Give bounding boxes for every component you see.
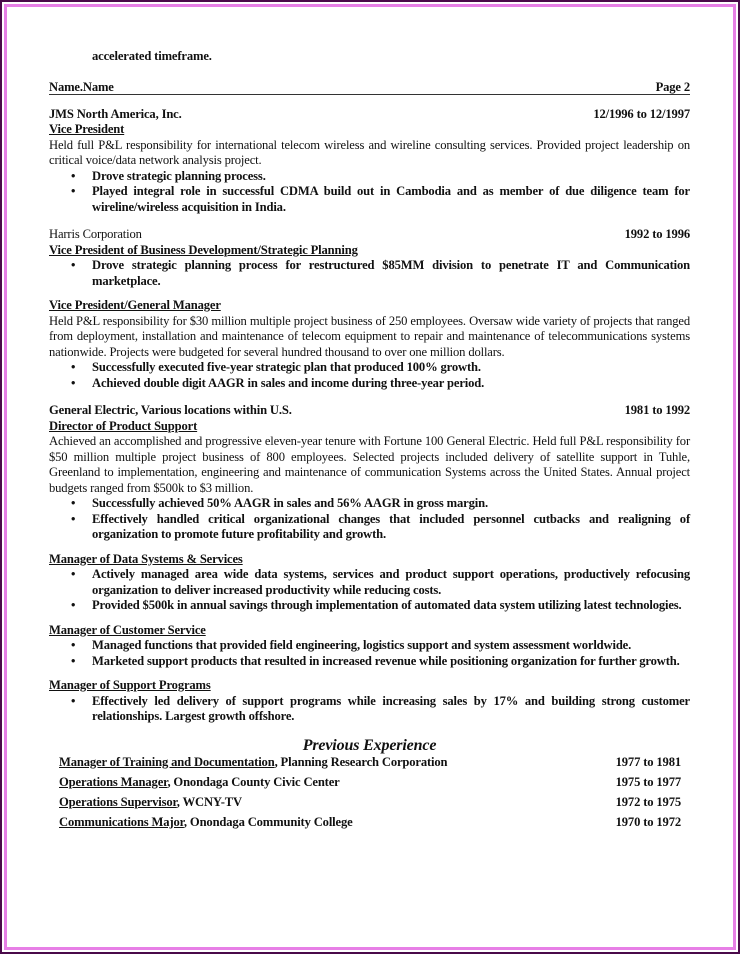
bullet: • Marketed support products that resulted in increased revenue while positioning organization for further growth. (49, 654, 690, 670)
prev-role: Operations Manager (59, 774, 168, 789)
prev-item (59, 775, 681, 791)
bullet: • Drove strategic planning process. (49, 169, 690, 185)
role-title: Manager of Support Programs (49, 678, 211, 692)
previous-experience-list (59, 755, 681, 831)
bullet: • Drove strategic planning process for restructured $85MM division to penetrate IT and Communication marketplace. (49, 258, 690, 289)
page-header (49, 80, 690, 95)
bullet: • Successfully executed five-year strategic plan that produced 100% growth. (49, 360, 690, 376)
company: Harris Corporation (49, 227, 142, 241)
job-harris (49, 227, 690, 391)
bullet: • Provided $500k in annual savings through implementation of automated data system utilizing latest technologies. (49, 598, 690, 614)
bullet: • Achieved double digit AAGR in sales and income during three-year period. (49, 376, 690, 392)
prev-item (59, 815, 681, 831)
header-name: Name.Name (49, 79, 114, 94)
bullet: • Played integral role in successful CDMA build out in Cambodia and as member of due diligence team for wireline/wireless acquisition in India. (49, 184, 690, 215)
company: General Electric, Various locations within U.S. (49, 403, 292, 417)
bullet: • Effectively handled critical organizational changes that included personnel cutbacks and realigning of organization to promote future profitability and growth. (49, 512, 690, 543)
role-title: Vice President/General Manager (49, 298, 221, 312)
dates: 1992 to 1996 (624, 227, 690, 241)
role-title: Manager of Data Systems & Services (49, 551, 243, 566)
role-title: Director of Product Support (49, 418, 198, 433)
role-desc: Held P&L responsibility for $30 million multiple project business of 250 employees. Oversaw wide variety of projects that ranged from deployment, installation and maintenance of telecom equipment to repair and maintenance of telecommunications systems nationwide. Projects were budgeted for several hundred thousand to over one million dollars. (49, 313, 690, 359)
dates: 1981 to 1992 (624, 403, 690, 417)
resume-page (49, 49, 690, 830)
carryover-text: accelerated timeframe. (92, 49, 212, 63)
prev-dates: 1977 to 1981 (615, 754, 681, 769)
role-title: Manager of Customer Service (49, 622, 206, 637)
prev-item (59, 755, 681, 771)
prev-dates: 1972 to 1975 (615, 794, 681, 809)
previous-experience-title: Previous Experience (302, 736, 437, 754)
role-title: Vice President (49, 122, 125, 136)
prev-org: , Onondaga County Civic Center (167, 774, 340, 789)
header-page: Page 2 (655, 79, 690, 94)
bullet: • Effectively led delivery of support programs while increasing sales by 17% and building strong customer relationships. Largest growth offshore. (49, 694, 690, 725)
prev-dates: 1970 to 1972 (615, 814, 681, 829)
prev-role: Operations Supervisor (59, 794, 177, 809)
prev-dates: 1975 to 1977 (615, 774, 681, 789)
job-jms (49, 107, 690, 216)
bullet: • Actively managed area wide data systems, services and product support operations, productively refocusing organization to deliver increased productivity while reducing costs. (49, 567, 690, 598)
prev-org: , WCNY-TV (176, 794, 242, 809)
prev-item (59, 795, 681, 811)
job-ge (49, 403, 690, 725)
prev-org: , Planning Research Corporation (274, 754, 448, 769)
prev-role: Manager of Training and Documentation (59, 754, 275, 769)
bullet: • Managed functions that provided field engineering, logistics support and system assessment worldwide. (49, 638, 690, 654)
prev-role: Communications Major (59, 814, 184, 829)
prev-org: , Onondaga Community College (183, 814, 353, 829)
bullet: • Successfully achieved 50% AAGR in sales and 56% AAGR in gross margin. (49, 496, 690, 512)
role-desc: Held full P&L responsibility for international telecom wireless and wireline consulting services. Provided project leadership on critical voice/data network analysis project. (49, 137, 690, 167)
role-title: Vice President of Business Development/Strategic Planning (49, 242, 358, 257)
company: JMS North America, Inc. (49, 106, 182, 121)
dates: 12/1996 to 12/1997 (593, 106, 690, 121)
role-desc: Achieved an accomplished and progressive eleven-year tenure with Fortune 100 General Electric. Held full P&L responsibility for $50 million multiple project business of 800 employees. Selected projects included delivery of satellite support in Tuhle, Greenland to implementation, engineering and maintenance of communication Systems across the United States. Annual project budgets ranged from $500k to $3 million. (49, 434, 690, 495)
